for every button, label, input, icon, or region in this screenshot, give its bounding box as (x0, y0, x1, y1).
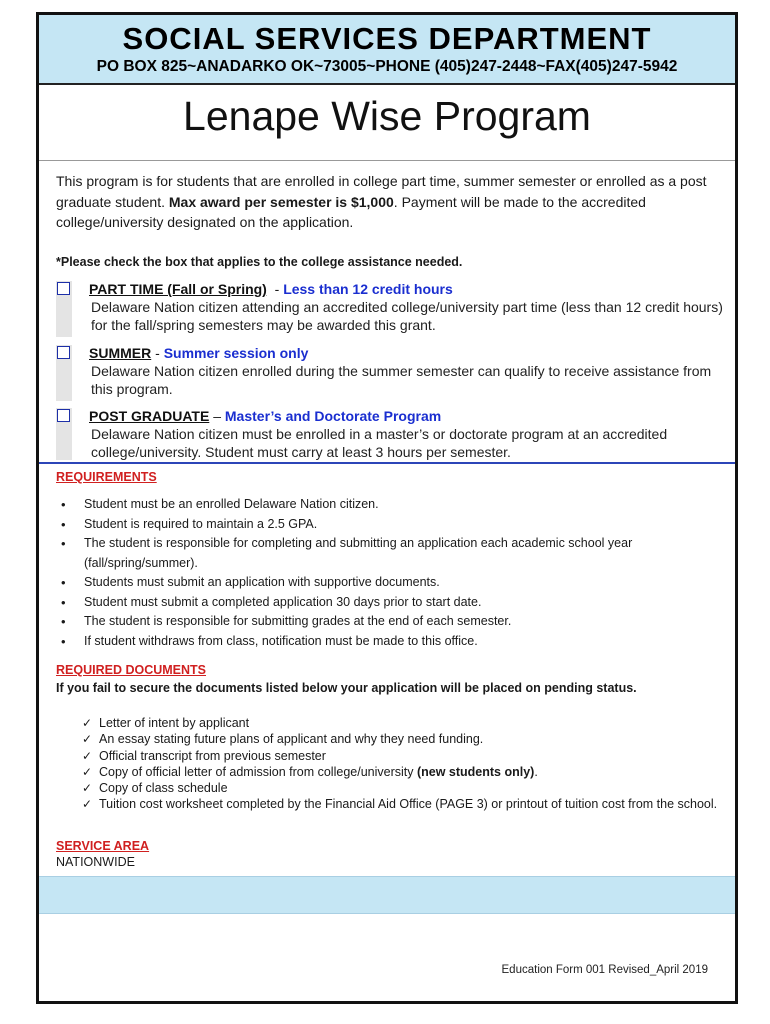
option-separator: - (266, 281, 284, 297)
section-divider (39, 462, 735, 464)
intro-paragraph (56, 171, 716, 233)
list-item-text: Copy of official letter of admission from college/university (99, 764, 417, 779)
new-students-note: (new students only) (416, 764, 535, 779)
contact-line: PO BOX 825~ANADARKO OK~73005~PHONE (405)247-2448~FAX(405)247-5942 (96, 58, 678, 75)
form-revision: Education Form 001 Revised_April 2019 (501, 964, 708, 976)
service-area-value: NATIONWIDE (56, 855, 135, 869)
service-area-heading: SERVICE AREA (56, 839, 150, 853)
list-item-tail: . (534, 764, 538, 779)
check-instruction: *Please check the box that applies to the college assistance needed. (56, 255, 463, 269)
list-item: • Student must submit a completed application 30 days prior to start date. (58, 593, 718, 613)
option-title (89, 345, 308, 361)
part-time-checkbox[interactable] (57, 282, 70, 295)
option-description: Delaware Nation citizen attending an accredited college/university part time (less than 12 credit hours) for the fall/spring semesters may be awarded this grant. (91, 299, 723, 333)
intro-text-end: . Payment will be made to the accredited college/university designated on the application. (56, 193, 646, 230)
option-separator: – (209, 408, 225, 424)
header-banner (39, 15, 735, 85)
option-description: Delaware Nation citizen enrolled during the summer semester can qualify to receive assistance from this program. (91, 363, 712, 397)
option-post-graduate (56, 408, 736, 460)
list-item (82, 764, 722, 780)
list-item: • Students must submit an application with supportive documents. (58, 573, 718, 593)
documents-list (82, 715, 722, 813)
page-title: Lenape Wise Program (183, 93, 591, 139)
list-item: ✓ An essay stating future plans of applicant and why they need funding. (82, 731, 722, 747)
option-name: POST GRADUATE (89, 408, 210, 424)
option-subtitle: Less than 12 credit hours (283, 281, 453, 297)
list-item: ✓ Official transcript from previous semester (82, 748, 722, 764)
list-item: ✓ Tuition cost worksheet completed by the Financial Aid Office (PAGE 3) or printout of tuition cost from the school. (82, 796, 722, 812)
option-subtitle: Master’s and Doctorate Program (224, 408, 442, 424)
option-description: Delaware Nation citizen must be enrolled in a master’s or doctorate program at an accredited college/university. Student must carry at least 3 hours per semester. (91, 426, 668, 460)
list-item: ✓ Copy of class schedule (82, 780, 722, 796)
requirements-list (58, 495, 718, 651)
option-subtitle: Summer session only (163, 345, 309, 361)
post-graduate-checkbox[interactable] (57, 409, 70, 422)
list-item: • The student is responsible for submitting grades at the end of each semester. (58, 612, 718, 632)
form-frame (36, 12, 738, 1004)
summer-checkbox[interactable] (57, 346, 70, 359)
list-item: • The student is responsible for completing and submitting an application each academic school year (fall/spring/summer). (58, 534, 718, 573)
list-item: • Student must be an enrolled Delaware Nation citizen. (58, 495, 718, 515)
option-title (89, 281, 453, 297)
list-item: ✓ Letter of intent by applicant (82, 715, 722, 731)
list-item: • Student is required to maintain a 2.5 GPA. (58, 515, 718, 535)
option-name: SUMMER (89, 345, 152, 361)
list-item: • If student withdraws from class, notification must be made to this office. (58, 632, 718, 652)
option-name: PART TIME (Fall or Spring) (89, 281, 267, 297)
divider (39, 160, 735, 161)
option-part-time (56, 281, 736, 337)
option-summer (56, 345, 736, 401)
department-name: SOCIAL SERVICES DEPARTMENT (122, 21, 652, 56)
pending-note: If you fail to secure the documents listed below your application will be placed on pending status. (56, 681, 637, 695)
intro-text: This program is for students that are enrolled in college part time, summer semester or enrolled as a post graduate student. (56, 173, 707, 210)
footer-band (39, 876, 735, 914)
requirements-heading: REQUIREMENTS (56, 470, 157, 484)
option-separator: - (151, 345, 164, 361)
documents-heading: REQUIRED DOCUMENTS (56, 663, 207, 677)
option-title (89, 408, 441, 424)
max-award: Max award per semester is $1,000 (168, 193, 394, 210)
